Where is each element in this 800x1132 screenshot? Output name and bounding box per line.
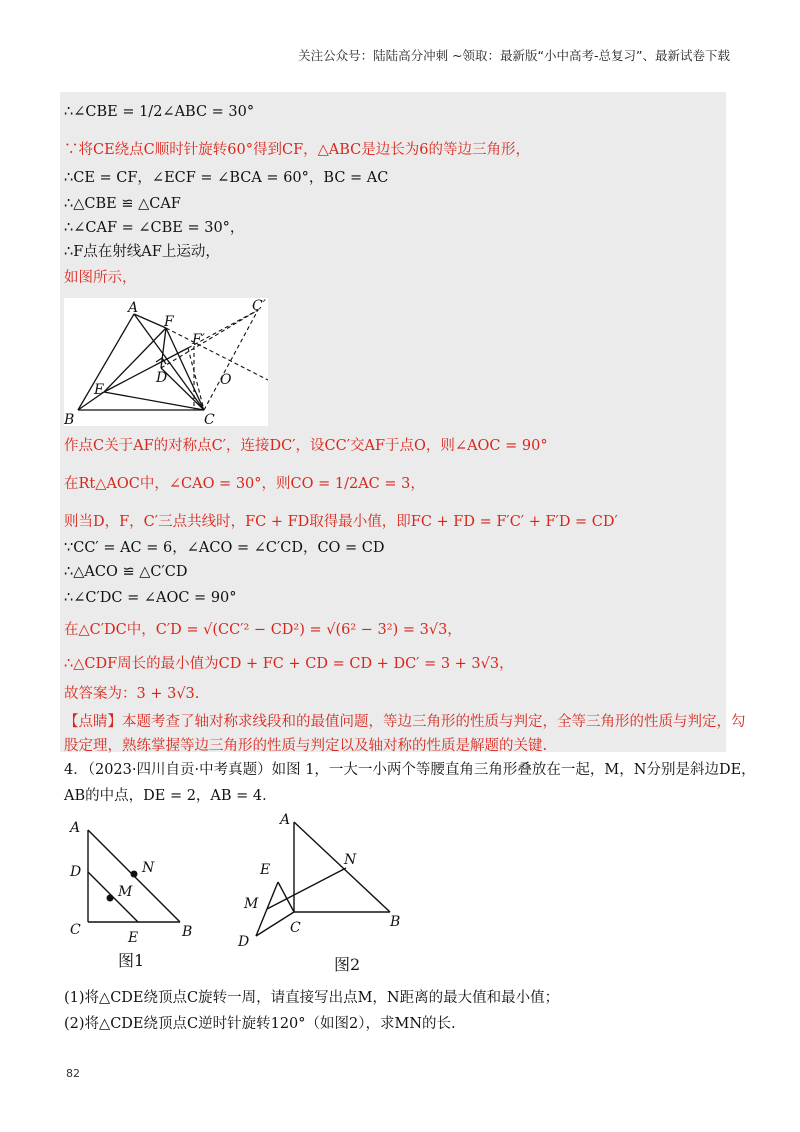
solution-line: 故答案为：3 + 3√3. — [64, 686, 200, 702]
fig2a-label: D — [70, 864, 82, 880]
solution-line: ∴△ACO ≌ △C′CD — [64, 564, 188, 580]
solution-line: ∴△CBE ≌ △CAF — [64, 196, 181, 212]
solution-line: ∵CC′ = AC = 6，∠ACO = ∠C′CD，CO = CD — [64, 540, 385, 556]
solution-line: 股定理，熟练掌握等边三角形的性质与判定以及轴对称的性质是解题的关键. — [64, 738, 548, 754]
page-number: 82 — [66, 1067, 80, 1080]
fig1-label: E — [94, 382, 105, 398]
solution-line: ∴∠CBE = 1/2∠ABC = 30° — [64, 104, 255, 120]
question-1: (1)将△CDE绕顶点C旋转一周，请直接写出点M，N距离的最大值和最小值； — [64, 990, 560, 1006]
page-header: 关注公众号：陆陆高分冲刺 ~领取：最新版“小中高考-总复习”、最新试卷下载 — [298, 48, 730, 63]
fig2b-label: M — [244, 896, 259, 912]
solution-box — [60, 92, 746, 754]
solution-line: ∴△CDF周长的最小值为CD + FC + CD = CD + DC′ = 3 + 3√3， — [64, 656, 514, 672]
problem-line-1: 4．（2023·四川自贡·中考真题）如图 1，一大一小两个等腰直角三角形叠放在一起，M，N分别是斜边DE， — [64, 762, 756, 778]
solution-line: ∴F点在射线AF上运动， — [64, 244, 220, 260]
fig2b-label: N — [344, 852, 357, 868]
figure-triangle-symmetry — [64, 298, 268, 426]
fig1-label: C′ — [252, 298, 266, 314]
fig1-label: D — [156, 370, 168, 386]
fig2b-label: E — [260, 862, 271, 878]
fig1-label: F′ — [192, 332, 205, 348]
fig1-label: F — [164, 314, 174, 330]
solution-line: ∴∠CAF = ∠CBE = 30°， — [64, 220, 245, 236]
fig2a-label: C — [70, 922, 81, 938]
question-2: (2)将△CDE绕顶点C逆时针旋转120°（如图2），求MN的长. — [64, 1016, 456, 1032]
fig2a-label: N — [142, 860, 155, 876]
fig2a-label: B — [182, 924, 193, 940]
solution-line: 则当D，F，C′三点共线时，FC + FD取得最小值，即FC + FD = F′C′ + F′D = CD′ — [64, 514, 618, 530]
fig1-label: C — [204, 412, 215, 426]
solution-line: ∵将CE绕点C顺时针旋转60°得到CF，△ABC是边长为6的等边三角形， — [64, 142, 530, 158]
figure-isosceles-triangles — [66, 810, 426, 978]
fig2a-label: E — [128, 930, 139, 946]
solution-line: 在Rt△AOC中，∠CAO = 30°，则CO = 1/2AC = 3， — [64, 476, 425, 492]
fig2b-label: A — [280, 812, 291, 828]
solution-line: ∴∠C′DC = ∠AOC = 90° — [64, 590, 237, 606]
solution-line: 作点C关于AF的对称点C′，连接DC′，设CC′交AF于点O，则∠AOC = 90° — [64, 438, 548, 454]
fig2a-label: A — [70, 820, 81, 836]
fig2a-label: M — [118, 884, 133, 900]
fig1-label: A — [128, 300, 139, 316]
solution-line: 【点睛】本题考查了轴对称求线段和的最值问题，等边三角形的性质与判定，全等三角形的性质与判定，勾 — [64, 714, 746, 730]
fig2a-caption: 图1 — [118, 951, 145, 970]
fig2b-caption: 图2 — [334, 955, 361, 974]
fig2b-label: B — [390, 914, 401, 930]
fig2b-label: C — [290, 920, 301, 936]
fig2b-label: D — [238, 934, 250, 950]
solution-line: ∴CE = CF，∠ECF = ∠BCA = 60°，BC = AC — [64, 170, 389, 186]
solution-line: 在△C′DC中，C′D = √(CC′² − CD²) = √(6² − 3²) = 3√3， — [64, 622, 462, 638]
fig1-label: B — [64, 412, 75, 426]
solution-line: 如图所示， — [64, 270, 137, 286]
problem-line-2: AB的中点，DE = 2，AB = 4． — [64, 788, 277, 804]
fig1-label: O — [220, 372, 232, 388]
